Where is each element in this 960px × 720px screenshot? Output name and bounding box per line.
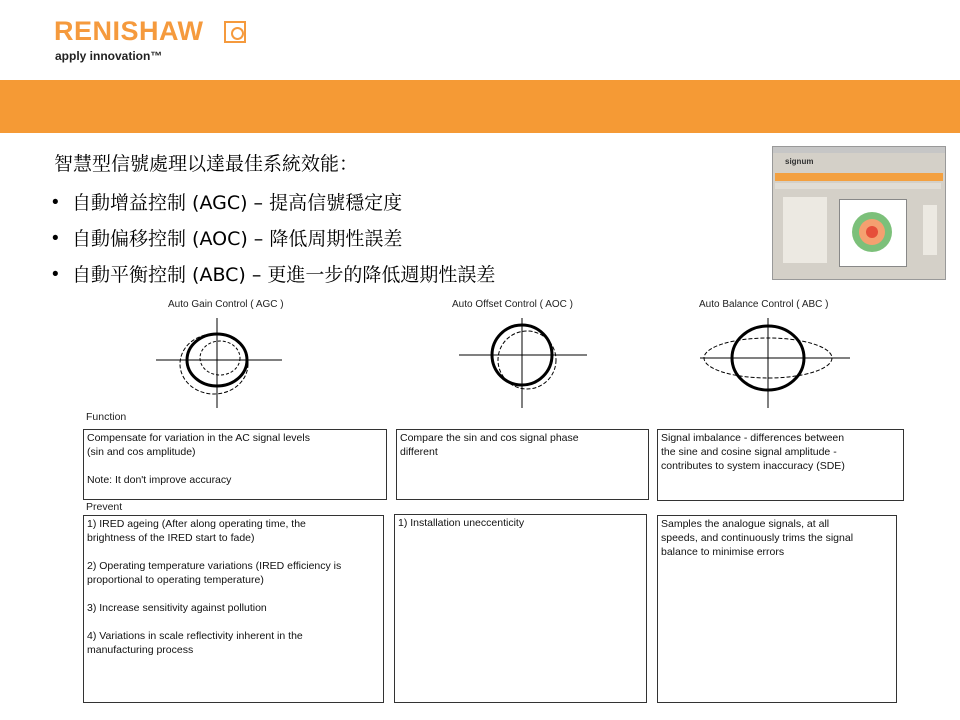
aoc-diagram <box>455 318 591 410</box>
aoc-diagram-title: Auto Offset Control ( AOC ) <box>452 299 573 310</box>
renishaw-logo-mark <box>224 21 246 43</box>
agc-function-box: Compensate for variation in the AC signal levels (sin and cos amplitude) Note: It don't improve accuracy <box>83 429 387 500</box>
bullet-dot: • <box>52 264 59 285</box>
aoc-prevent-box: 1) Installation uneccenticity <box>394 514 647 703</box>
abc-prevent-box: Samples the analogue signals, at all speeds, and continuously trims the signal balance to minimise errors <box>657 515 897 703</box>
bullet-dot: • <box>52 192 59 213</box>
screenshot-orange-bar <box>775 173 943 181</box>
abc-diagram <box>700 318 850 410</box>
bullet-item <box>52 188 495 224</box>
agc-prevent-box: 1) IRED ageing (After along operating time, the brightness of the IRED start to fade) 2) Operating temperature variations (IRED efficiency is proportional to operating temperature) 3) Increase sensitivity against pollution 4) Variations in scale reflectivity inherent in the manufacturing process <box>83 515 384 703</box>
bullet-text: 自動增益控制 (AGC) – 提高信號穩定度 <box>72 192 403 214</box>
screenshot-titlebar <box>773 147 945 153</box>
screenshot-left-panel <box>783 197 827 263</box>
renishaw-logo: RENISHAW <box>54 16 204 46</box>
prevent-label: Prevent <box>86 501 123 513</box>
bullet-list <box>52 188 495 296</box>
bullet-text: 自動偏移控制 (AOC) – 降低周期性誤差 <box>72 228 403 250</box>
screenshot-lissajous-plot <box>839 199 907 267</box>
abc-diagram-title: Auto Balance Control ( ABC ) <box>699 299 829 310</box>
plot-ring-inner <box>866 226 878 238</box>
bullet-item <box>52 224 495 260</box>
abc-function-box: Signal imbalance - differences between the sine and cosine signal amplitude - contributes to system inaccuracy (SDE) <box>657 429 904 501</box>
screenshot-brand: signum <box>785 157 814 166</box>
bullet-dot: • <box>52 228 59 249</box>
aoc-function-box: Compare the sin and cos signal phase different <box>396 429 649 500</box>
screenshot-toolbar <box>775 183 941 189</box>
slide-heading: 智慧型信號處理以達最佳系統效能： <box>54 153 359 175</box>
screenshot-side-panel <box>923 205 937 255</box>
agc-diagram-title: Auto Gain Control ( AGC ) <box>168 299 284 310</box>
agc-diagram <box>150 318 286 410</box>
software-screenshot <box>772 146 946 280</box>
bullet-item <box>52 260 495 296</box>
logo-tagline: apply innovation™ <box>55 49 163 63</box>
bullet-text: 自動平衡控制 (ABC) – 更進一步的降低週期性誤差 <box>72 264 496 286</box>
title-banner <box>0 80 960 133</box>
function-label: Function <box>86 411 127 423</box>
